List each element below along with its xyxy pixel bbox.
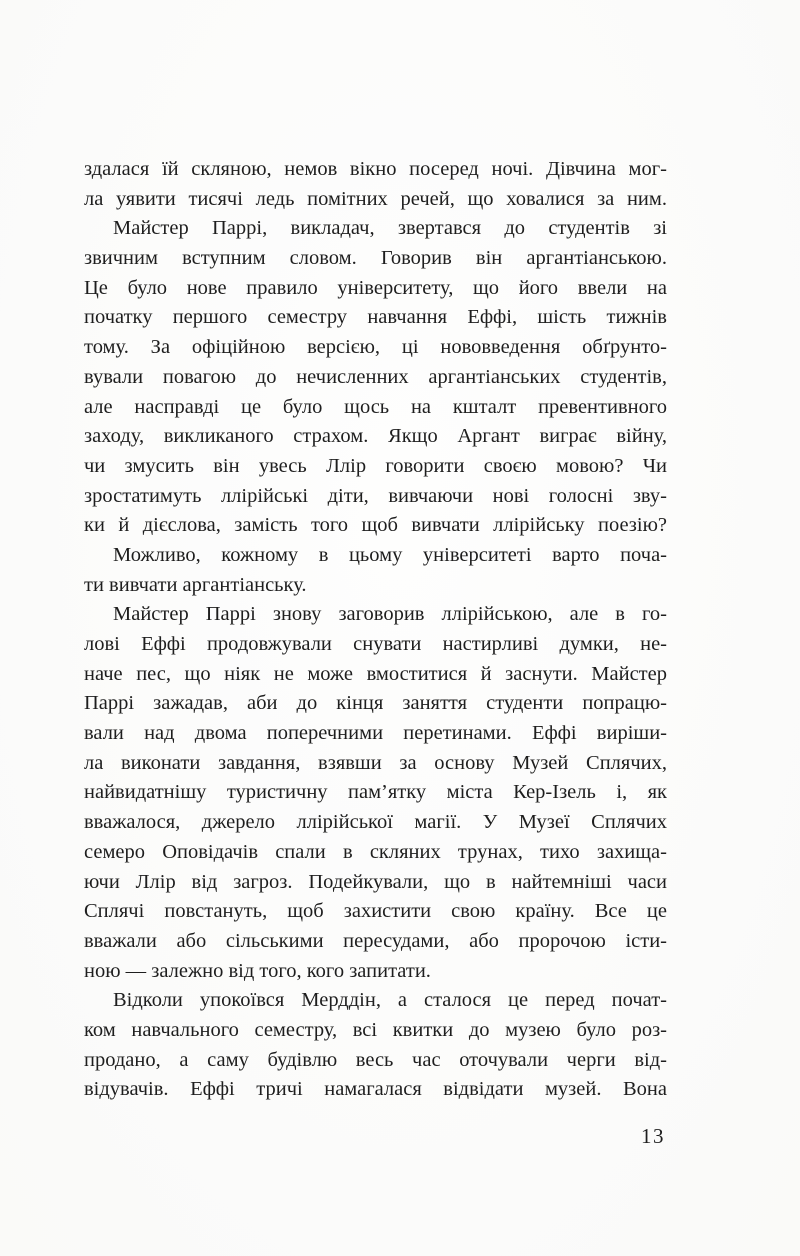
text-line: тому. За офіційною версією, ці нововведення обґрунто- xyxy=(84,336,667,359)
text-line: зростатимуть ллірійські діти, вивчаючи нові голосні зву- xyxy=(84,484,667,507)
text-line: Відколи упокоївся Мерддін, а сталося це перед почат- xyxy=(113,989,667,1012)
text-line: вали над двома поперечними перетинами. Еффі виріши- xyxy=(84,722,667,745)
text-line: ла уявити тисячі ледь помітних речей, що ховалися за ним. xyxy=(84,187,667,210)
page-number: 13 xyxy=(641,1124,665,1148)
text-line: здалася їй скляною, немов вікно посеред ночі. Дівчина мог- xyxy=(84,158,667,180)
body-text xyxy=(84,155,667,1105)
text-line: лові Еффі продовжували снувати настирливі думки, не- xyxy=(84,633,667,655)
text-line: продано, а саму будівлю весь час оточували черги від- xyxy=(84,1048,667,1071)
text-line: Майстер Паррі знову заговорив ллірійською, але в го- xyxy=(113,603,667,626)
paragraph-1 xyxy=(84,155,667,214)
text-line: ною — залежно від того, кого запитати. xyxy=(84,959,431,982)
text-line: вували повагою до нечисленних аргантіанських студентів, xyxy=(84,365,667,388)
text-line: чи змусить він увесь Ллір говорити своєю мовою? Чи xyxy=(84,454,667,477)
text-line: Можливо, кожному в цьому університеті варто поча- xyxy=(113,543,667,566)
text-line: наче пес, що ніяк не може вмоститися й заснути. Майстер xyxy=(84,662,667,685)
paragraph-3 xyxy=(84,541,667,600)
text-line: відувачів. Еффі тричі намагалася відвідати музей. Вона xyxy=(84,1078,667,1101)
text-line: ти вивчати аргантіанську. xyxy=(84,573,307,596)
text-line: звичним вступним словом. Говорив він аргантіанською. xyxy=(84,247,667,270)
paragraph-4 xyxy=(84,600,667,986)
text-line: ком навчального семестру, всі квитки до музею було роз- xyxy=(84,1018,667,1041)
text-line: Це було нове правило університету, що його ввели на xyxy=(84,276,667,299)
text-line: заходу, викликаного страхом. Якщо Аргант виграє війну, xyxy=(84,425,667,448)
text-line: ки й дієслова, замість того щоб вивчати ллірійську поезію? xyxy=(84,514,667,537)
text-line: вважали або сільськими пересудами, або пророчою істи- xyxy=(84,929,667,952)
text-line: ючи Ллір від загроз. Подейкували, що в найтемніші часи xyxy=(84,870,667,893)
text-line: Майстер Паррі, викладач, звертався до студентів зі xyxy=(113,217,667,240)
text-line: семеро Оповідачів спали в скляних трунах, тихо захища- xyxy=(84,840,667,863)
text-line: вважалося, джерело ллірійської магії. У Музеї Сплячих xyxy=(84,811,667,834)
text-line: ла виконати завдання, взявши за основу Музей Сплячих, xyxy=(84,751,667,774)
text-line: початку першого семестру навчання Еффі, шість тижнів xyxy=(84,306,667,329)
paragraph-5 xyxy=(84,986,667,1105)
text-line: Паррі зажадав, аби до кінця заняття студенти попрацю- xyxy=(84,692,667,715)
text-line: але насправді це було щось на кшталт превентивного xyxy=(84,395,667,418)
text-line: найвидатнішу туристичну пам’ятку міста Кер-Ізель і, як xyxy=(84,781,667,804)
paragraph-2 xyxy=(84,214,667,541)
text-line: Сплячі повстануть, щоб захистити свою країну. Все це xyxy=(84,900,667,923)
